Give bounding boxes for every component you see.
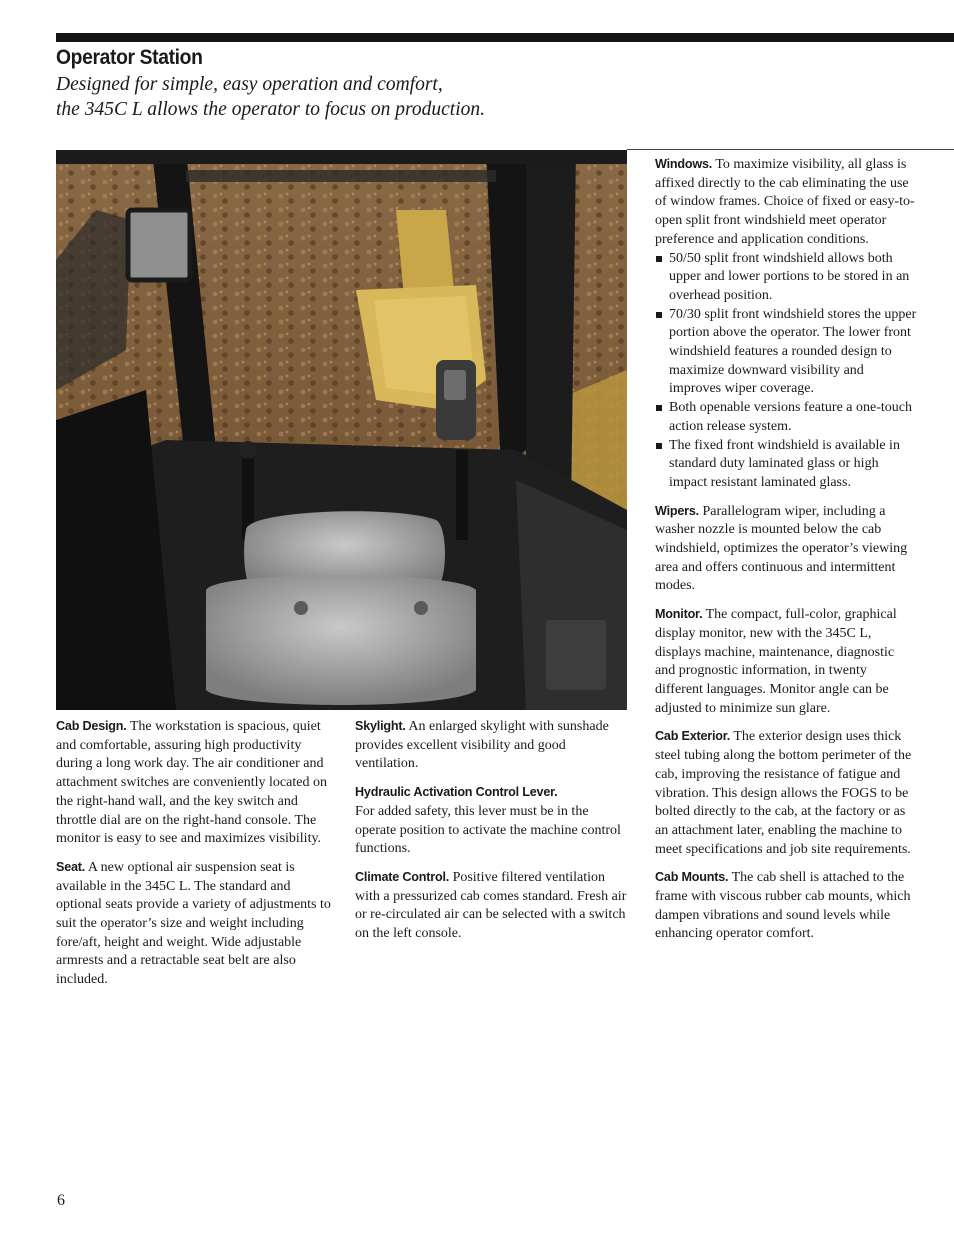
windows-paragraph [655,155,917,250]
climate-heading: Climate Control. [355,869,450,884]
column-middle [355,717,630,953]
column-rule [627,149,954,150]
list-item: 50/50 split front windshield allows both upper and lower portions to be stored in an overhead position. [655,250,917,306]
cab-exterior-text: The exterior design uses thick steel tubing along the bottom perimeter of the cab, improving the resistance of fatigue and vibration. This design allows the FOGS to be bolted directly to the cab, at the factory or as an attachment later, enabling the machine to meet specifications and job site requirements. [655,729,912,857]
skylight-paragraph [355,717,630,774]
cab-mounts-paragraph [655,868,917,944]
subtitle-line-1: Designed for simple, easy operation and comfort, [56,74,443,95]
column-left [56,717,331,999]
climate-text: Positive filtered ventilation with a pressurized cab comes standard. Fresh air or re-circulated air can be selected with a switch on the left console. [355,869,627,942]
seat-text: A new optional air suspension seat is available in the 345C L. The standard and optional seats provide a variety of adjustments to suit the operator’s size and weight including fore/aft, height and weight. Wide adjustable armrests and a retractable seat belt are also included. [56,859,331,988]
monitor-heading: Monitor. [655,607,703,622]
hydraulic-text: For added safety, this lever must be in the operate position to activate the machine control functions. [355,803,621,857]
wipers-paragraph [655,502,917,597]
seat-paragraph [56,858,331,990]
wipers-heading: Wipers. [655,503,699,518]
subtitle-line-2: the 345C L allows the operator to focus on production. [56,99,486,120]
windows-bullet-list [655,250,917,493]
cab-interior-photo [56,150,627,710]
cab-mounts-text: The cab shell is attached to the frame with viscous rubber cab mounts, which dampen vibrations and sound levels while enhancing operator comfort. [655,870,911,942]
page-title: Operator Station [56,46,203,69]
header-rule [56,33,954,42]
windows-heading: Windows. [655,157,713,171]
monitor-text: The compact, full-color, graphical display monitor, new with the 345C L, displays machine, maintenance, diagnostic and prognostic information, in twenty different languages. Monitor angle can be adjusted to minimize sun glare. [655,607,897,716]
cab-mounts-heading: Cab Mounts. [655,870,729,885]
column-right [655,155,917,953]
monitor-paragraph [655,605,917,718]
climate-paragraph [355,868,630,944]
windows-text: To maximize visibility, all glass is affixed directly to the cab eliminating the use of window frames. Choice of fixed or easy-to-open split front windshield meet operator preference and application conditions. [655,157,915,247]
seat-heading: Seat. [56,859,86,874]
list-item: The fixed front windshield is available in standard duty laminated glass or high impact resistant laminated glass. [655,437,917,493]
list-item: Both openable versions feature a one-touch action release system. [655,399,917,436]
list-item: 70/30 split front windshield stores the upper portion above the operator. The lower front windshield features a rounded design to maximize downward visibility and improves wiper coverage. [655,306,917,400]
skylight-text: An enlarged skylight with sunshade provides excellent visibility and good ventilation. [355,719,609,772]
cab-design-paragraph [56,717,331,849]
page-subtitle [56,72,656,122]
cab-design-heading: Cab Design. [56,719,127,733]
wipers-text: Parallelogram wiper, including a washer nozzle is mounted below the cab windshield, optimizes the operator’s viewing area and offers continuous and intermittent modes. [655,503,908,594]
skylight-heading: Skylight. [355,719,406,733]
page-number: 6 [57,1192,65,1209]
cab-design-text: The workstation is spacious, quiet and comfortable, assuring high productivity during a long work day. The air conditioner and attachment switches are conveniently located on the right-hand wall, and the key switch and throttle dial are on the right-hand console. The monitor is easy to see and maximizes visibility. [56,719,327,847]
cab-exterior-paragraph [655,727,917,859]
hydraulic-heading: Hydraulic Activation Control Lever. [355,785,558,800]
cab-exterior-heading: Cab Exterior. [655,729,731,744]
hydraulic-paragraph [355,783,630,859]
